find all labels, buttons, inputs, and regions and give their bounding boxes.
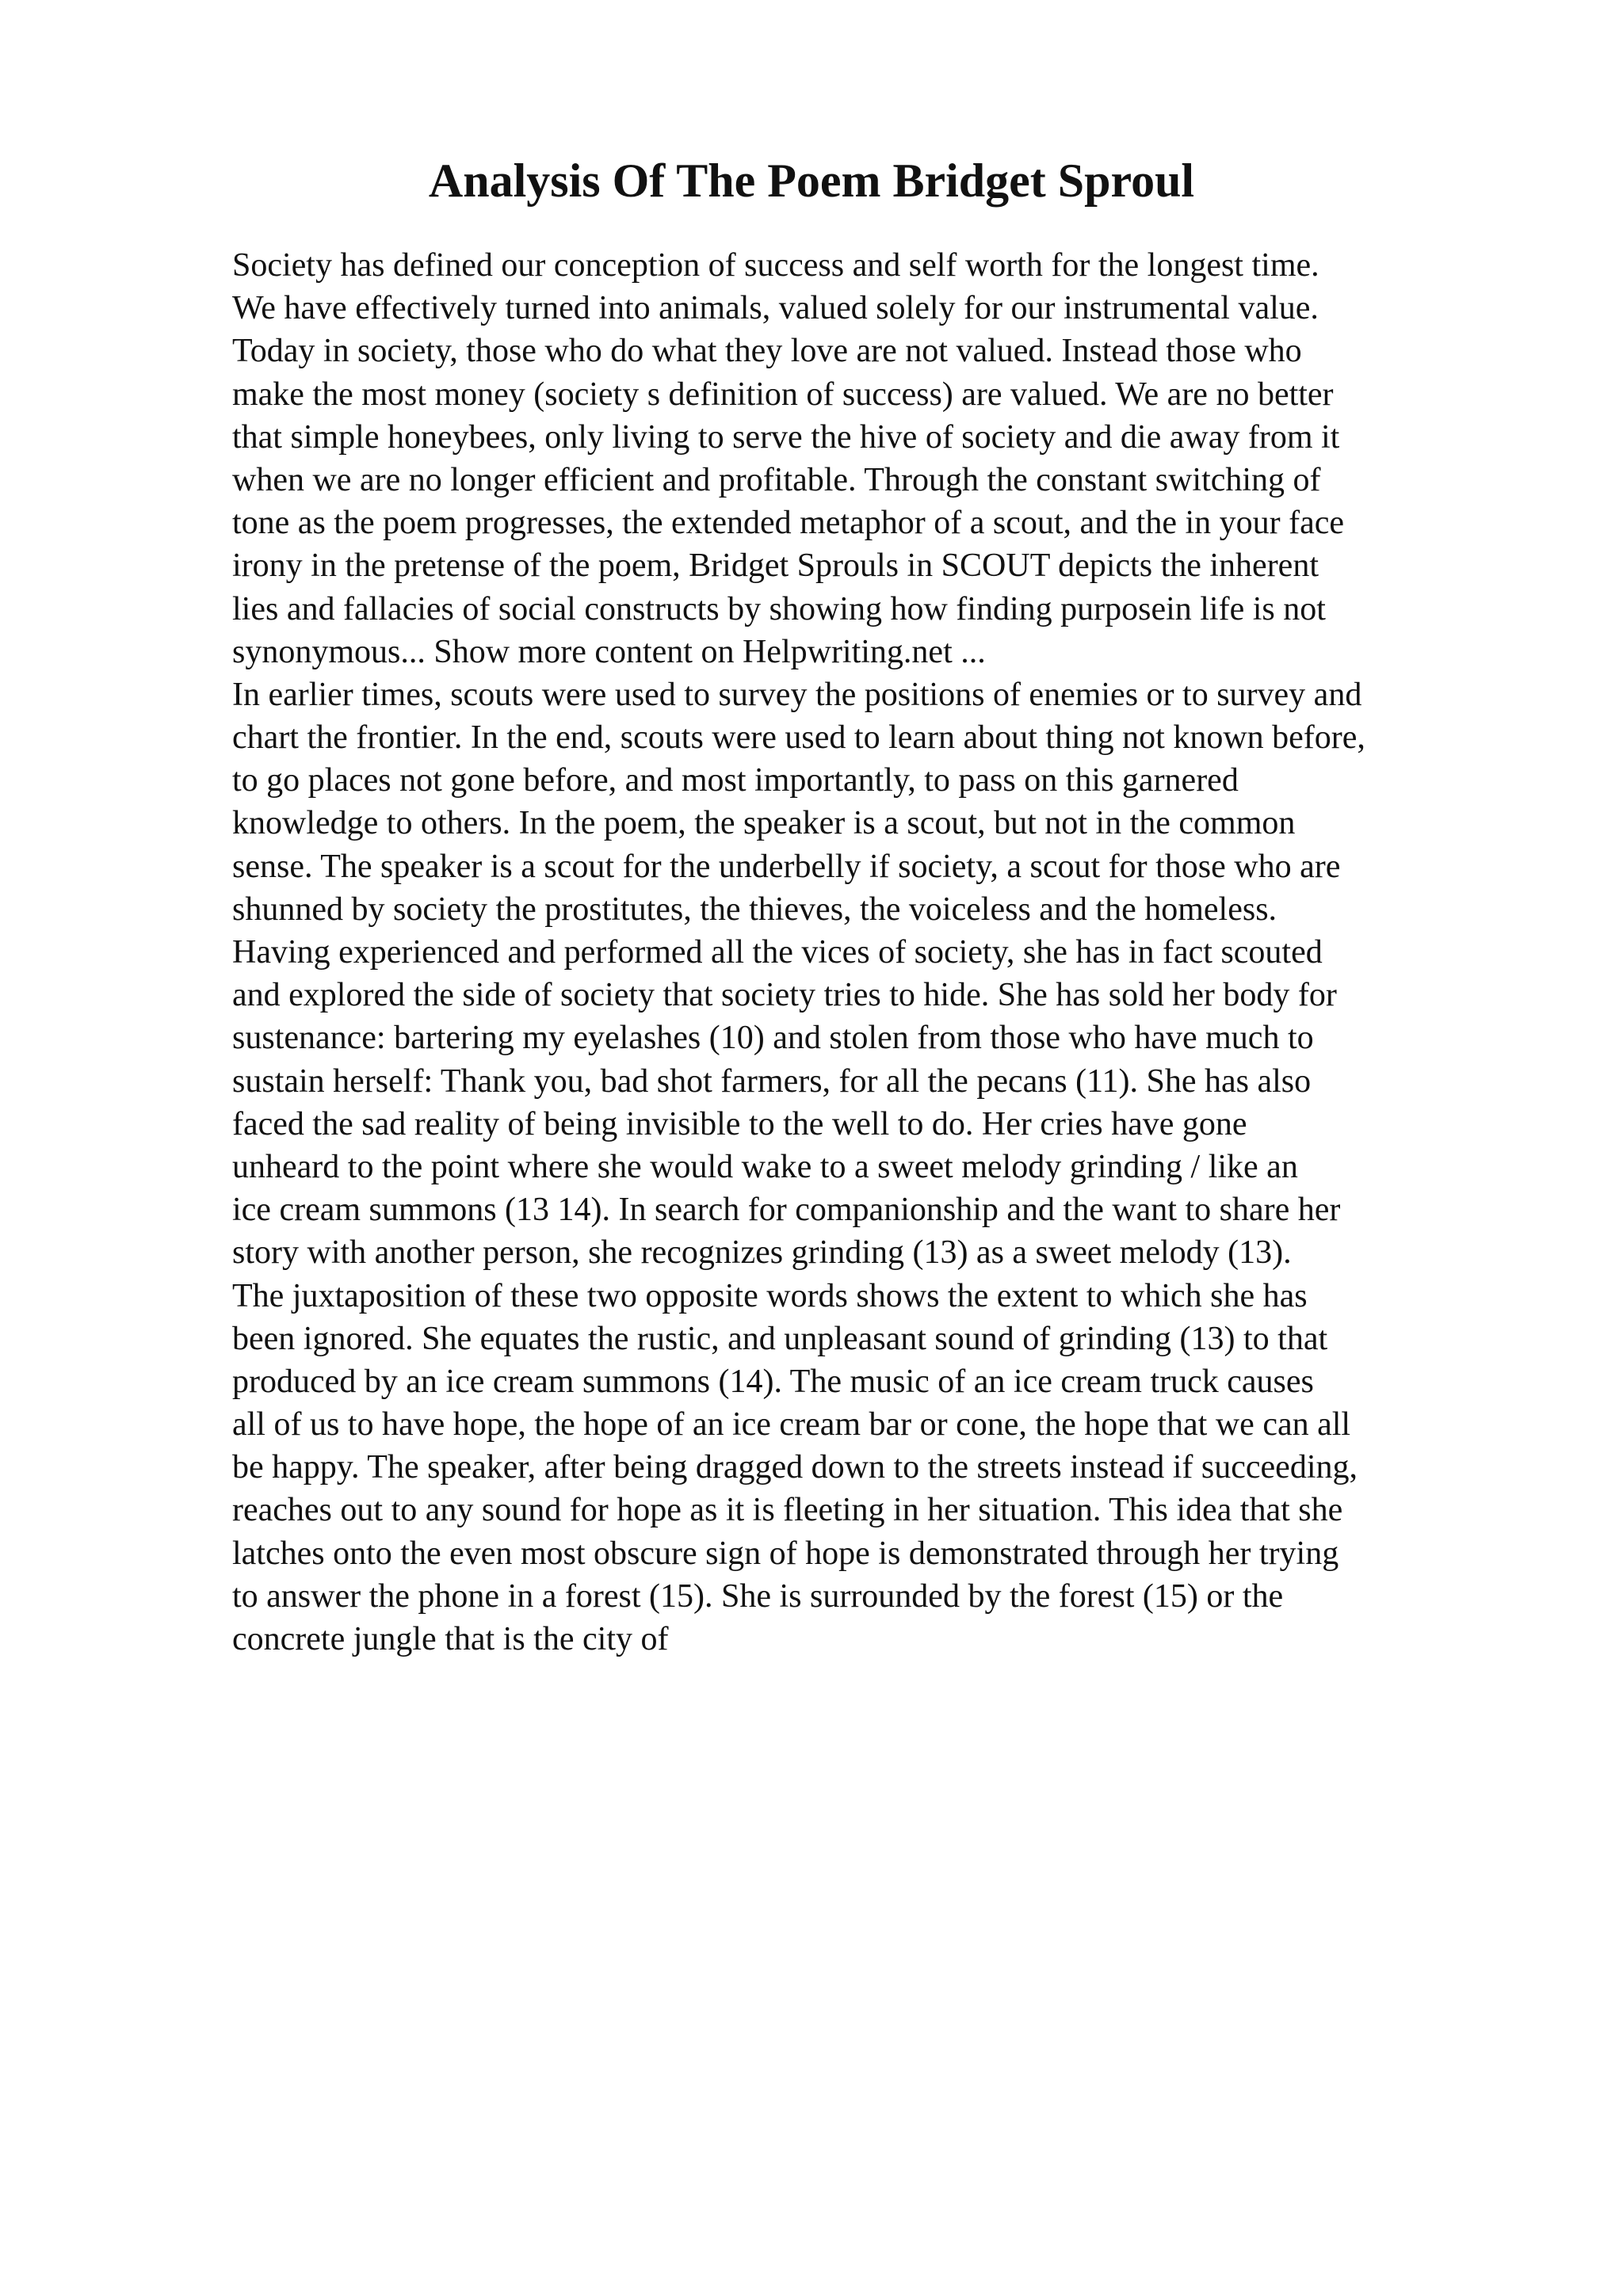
text-line: make the most money (society s definition of success) are valued. We are no better — [232, 376, 1334, 413]
text-line: Having experienced and performed all the vices of society, she has in fact scouted — [232, 934, 1323, 971]
text-line: The juxtaposition of these two opposite words shows the extent to which she has — [232, 1277, 1308, 1314]
text-line: concrete jungle that is the city of — [232, 1621, 669, 1657]
text-line: sense. The speaker is a scout for the underbelly if society, a scout for those who are — [232, 848, 1341, 885]
text-line: Society has defined our conception of success and self worth for the longest time. — [232, 247, 1319, 284]
text-line: We have effectively turned into animals, valued solely for our instrumental value. — [232, 290, 1319, 327]
text-line: story with another person, she recognizes grinding (13) as a sweet melody (13). — [232, 1234, 1292, 1272]
text-line: ice cream summons (13 14). In search for companionship and the want to share her — [232, 1192, 1341, 1229]
text-line: all of us to have hope, the hope of an ice cream bar or cone, the hope that we can all — [232, 1406, 1351, 1444]
text-line: In earlier times, scouts were used to survey the positions of enemies or to survey and — [232, 676, 1362, 713]
text-line: lies and fallacies of social constructs by showing how finding purposein life is not — [232, 590, 1326, 627]
text-line: sustenance: bartering my eyelashes (10) and stolen from those who have much to — [232, 1020, 1314, 1057]
text-line: been ignored. She equates the rustic, and unpleasant sound of grinding (13) to that — [232, 1320, 1328, 1357]
page-title: Analysis Of The Poem Bridget Sproul — [428, 154, 1195, 207]
text-line: when we are no longer efficient and profitable. Through the constant switching of — [232, 461, 1321, 498]
text-line: produced by an ice cream summons (14). The music of an ice cream truck causes — [232, 1363, 1314, 1400]
text-line: knowledge to others. In the poem, the speaker is a scout, but not in the common — [232, 805, 1296, 842]
text-line: and explored the side of society that society tries to hide. She has sold her body for — [232, 977, 1337, 1014]
text-line: sustain herself: Thank you, bad shot farmers, for all the pecans (11). She has also — [232, 1062, 1312, 1100]
text-line: faced the sad reality of being invisible to the well to do. Her cries have gone — [232, 1105, 1247, 1142]
text-line: latches onto the even most obscure sign of hope is demonstrated through her trying — [232, 1535, 1339, 1572]
text-line: to answer the phone in a forest (15). She is surrounded by the forest (15) or the — [232, 1577, 1284, 1615]
text-line: chart the frontier. In the end, scouts were used to learn about thing not known before, — [232, 719, 1365, 757]
text-line: reaches out to any sound for hope as it is fleeting in her situation. This idea that she — [232, 1492, 1343, 1529]
text-line: irony in the pretense of the poem, Bridget Sprouls in SCOUT depicts the inherent — [232, 547, 1319, 585]
text-line: Today in society, those who do what they love are not valued. Instead those who — [232, 333, 1302, 370]
body-text — [232, 244, 1500, 1661]
text-line: to go places not gone before, and most importantly, to pass on this garnered — [232, 762, 1239, 799]
text-line: be happy. The speaker, after being dragged down to the streets instead if succeeding, — [232, 1449, 1358, 1486]
text-line: shunned by society the prostitutes, the thieves, the voiceless and the homeless. — [232, 891, 1277, 928]
text-line: unheard to the point where she would wake to a sweet melody grinding / like an — [232, 1148, 1298, 1185]
text-line: synonymous... Show more content on Helpwriting.net ... — [232, 633, 986, 670]
text-line: tone as the poem progresses, the extended metaphor of a scout, and the in your face — [232, 505, 1345, 542]
text-line: that simple honeybees, only living to serve the hive of society and die away from it — [232, 418, 1340, 456]
